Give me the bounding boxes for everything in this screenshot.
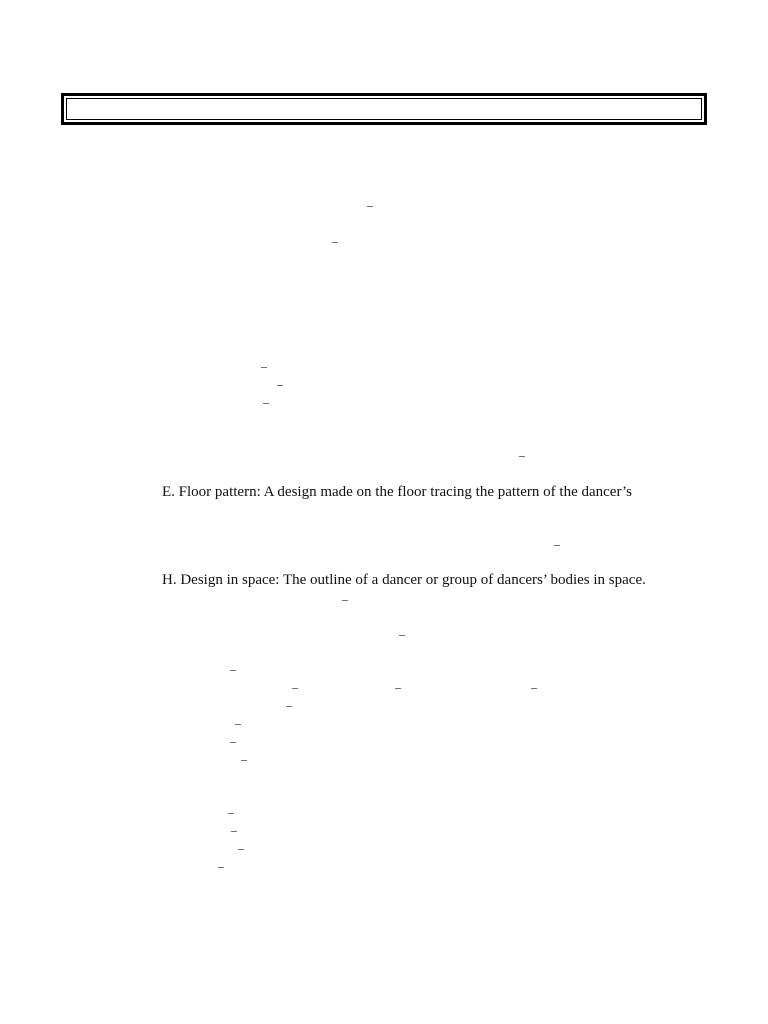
dash-mark: –	[228, 805, 234, 819]
dash-mark: –	[230, 734, 236, 748]
dash-mark: –	[261, 359, 267, 373]
dash-mark: –	[277, 377, 283, 391]
dash-mark: –	[231, 823, 237, 837]
dash-mark: –	[230, 662, 236, 676]
floor-pattern-line: E. Floor pattern: A design made on the floor tracing the pattern of the dancer’s	[162, 484, 633, 500]
dash-mark: –	[395, 680, 401, 694]
dash-mark: –	[342, 592, 348, 606]
dash-mark: –	[332, 234, 338, 248]
dash-mark: –	[263, 395, 269, 409]
dash-mark: –	[554, 537, 560, 551]
dash-mark: –	[238, 841, 244, 855]
dash-mark: –	[218, 859, 224, 873]
design-in-space-line: H. Design in space: The outline of a dancer or group of dancers’ bodies in space.	[162, 572, 646, 588]
dash-mark: –	[367, 198, 373, 212]
title-box-inner-border	[66, 98, 702, 120]
dash-mark: –	[531, 680, 537, 694]
dash-mark: –	[519, 448, 525, 462]
title-box	[61, 93, 707, 125]
dash-mark: –	[399, 627, 405, 641]
dash-mark: –	[235, 716, 241, 730]
dash-mark: –	[286, 698, 292, 712]
dash-mark: –	[241, 752, 247, 766]
dash-mark: –	[292, 680, 298, 694]
